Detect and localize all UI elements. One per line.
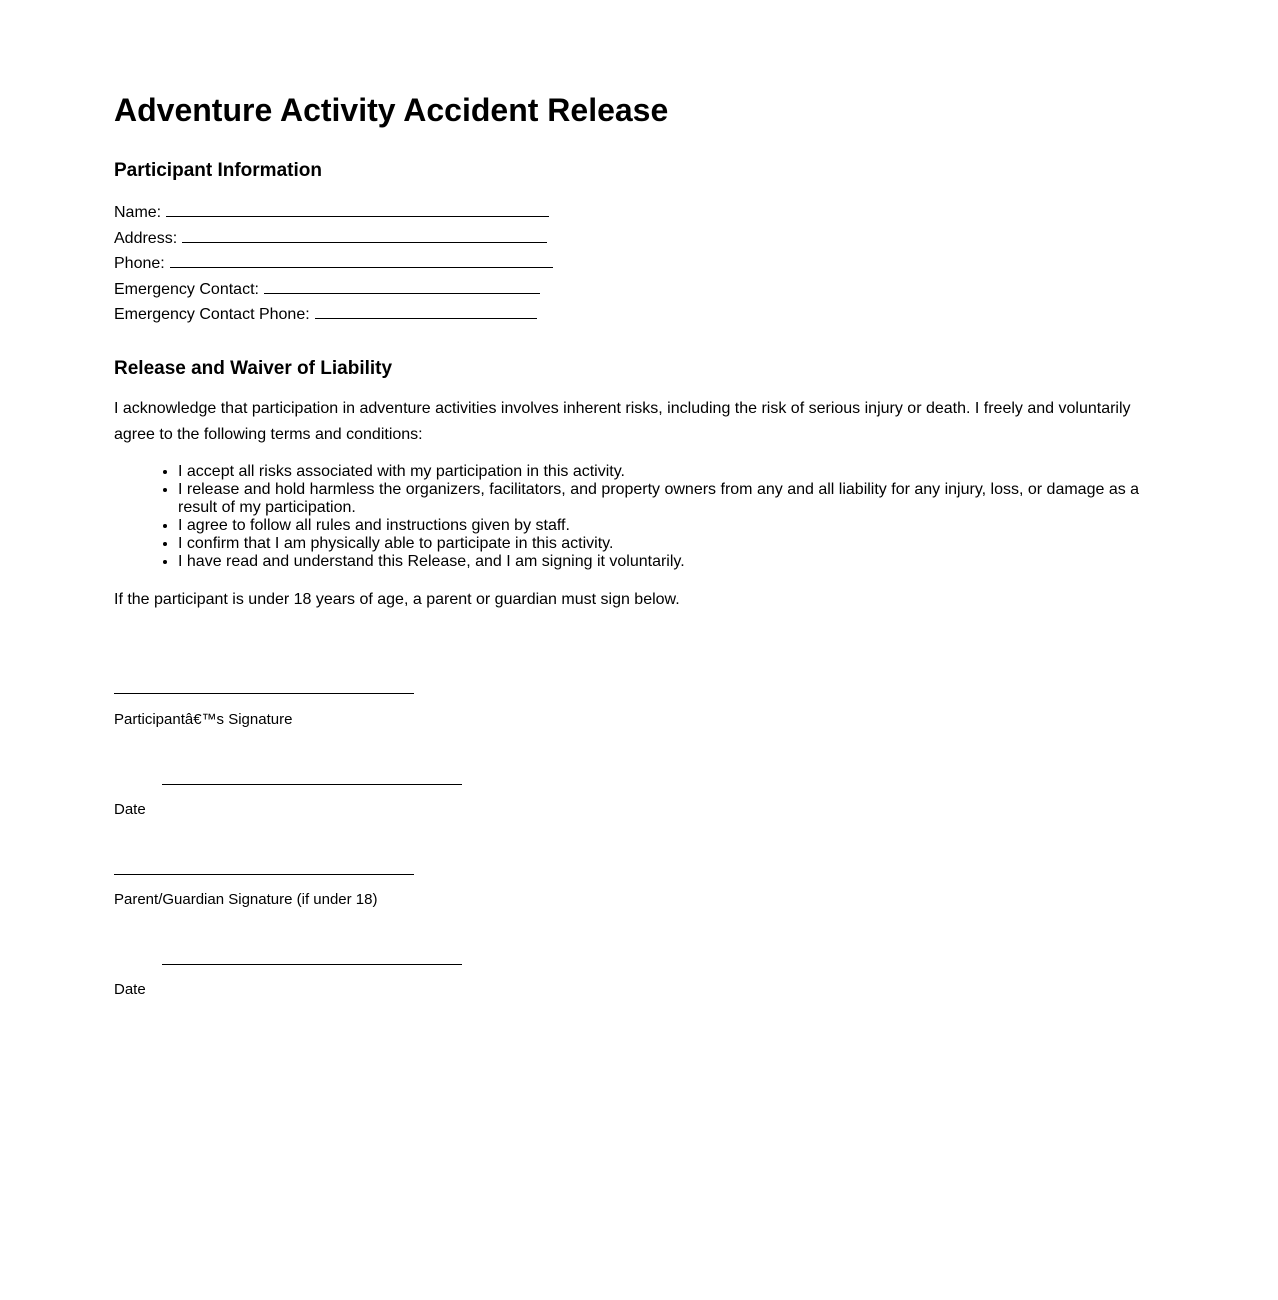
term-item: • I confirm that I am physically able to participate in this activity.	[178, 535, 1148, 553]
terms-list	[114, 463, 1148, 571]
participant-signature-label: Participantâ€™s Signature	[114, 711, 293, 728]
emergency-contact-blank-line[interactable]	[264, 277, 540, 294]
guardian-signature-label: Parent/Guardian Signature (if under 18)	[114, 891, 378, 908]
participant-date-label: Date	[114, 801, 146, 818]
participant-date-line[interactable]	[162, 784, 462, 785]
name-blank-line[interactable]	[166, 200, 549, 217]
emergency-contact-field	[114, 277, 553, 303]
address-blank-line[interactable]	[182, 226, 547, 243]
term-item: • I release and hold harmless the organizers, facilitators, and property owners from any and all liability for any injury, loss, or damage as a result of my participation.	[178, 481, 1148, 517]
participant-fields	[114, 200, 553, 328]
minor-note: If the participant is under 18 years of age, a parent or guardian must sign below.	[114, 591, 680, 608]
emergency-contact-label: Emergency Contact:	[114, 280, 259, 298]
name-field	[114, 200, 553, 226]
phone-field	[114, 251, 553, 277]
participant-info-heading: Participant Information	[114, 160, 322, 181]
release-intro: I acknowledge that participation in adventure activities involves inherent risks, including the risk of serious injury or death. I freely and voluntarily agree to the following terms and conditions:	[114, 400, 1131, 443]
term-item: • I agree to follow all rules and instructions given by staff.	[178, 517, 1148, 535]
emergency-phone-blank-line[interactable]	[315, 302, 537, 319]
phone-blank-line[interactable]	[170, 251, 553, 268]
guardian-date-label: Date	[114, 981, 146, 998]
phone-label: Phone:	[114, 255, 165, 272]
term-item: • I have read and understand this Release, and I am signing it voluntarily.	[178, 553, 1148, 571]
address-label: Address:	[114, 229, 178, 247]
release-heading: Release and Waiver of Liability	[114, 358, 393, 379]
emergency-phone-label: Emergency Contact Phone:	[114, 306, 310, 323]
guardian-signature-line[interactable]	[114, 874, 414, 875]
term-item: • I accept all risks associated with my participation in this activity.	[178, 463, 1148, 481]
guardian-date-line[interactable]	[162, 964, 462, 965]
participant-signature-line[interactable]	[114, 693, 414, 694]
name-label: Name:	[114, 204, 162, 221]
emergency-phone-field	[114, 302, 553, 328]
address-field	[114, 226, 553, 252]
document-title: Adventure Activity Accident Release	[114, 92, 669, 128]
